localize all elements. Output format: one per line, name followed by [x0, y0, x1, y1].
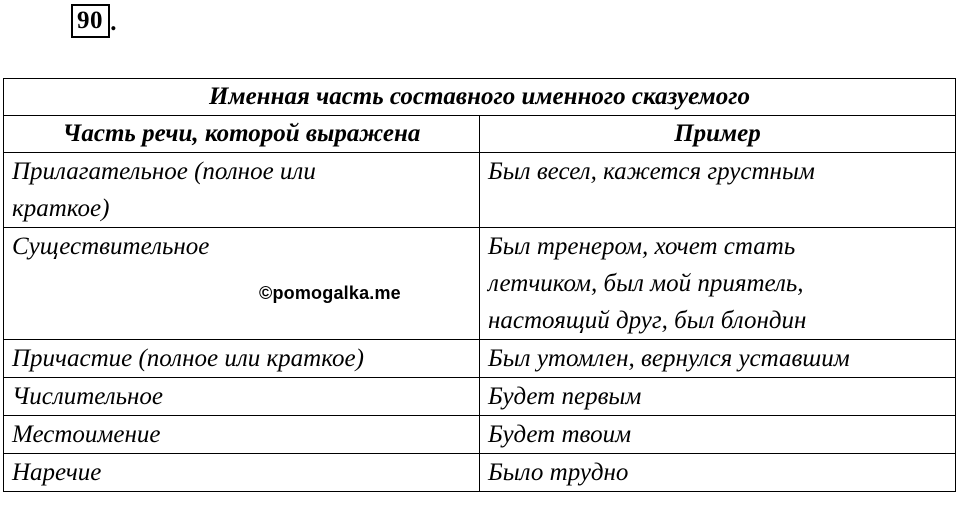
cell-line: Прилагательное (полное или: [12, 158, 316, 185]
cell-example: [480, 153, 956, 228]
cell-line: настоящий друг, был блондин: [488, 307, 807, 334]
cell-example: [480, 340, 956, 378]
table-row: [4, 153, 956, 228]
table-row: [4, 378, 956, 416]
cell-part-of-speech: [4, 153, 480, 228]
cell-line: Было трудно: [488, 459, 629, 486]
task-number-dot: .: [110, 9, 117, 36]
cell-part-of-speech: [4, 416, 480, 454]
cell-line: Был тренером, хочет стать: [488, 233, 796, 260]
cell-part-of-speech: [4, 454, 480, 492]
cell-part-of-speech: [4, 228, 480, 340]
task-number: 90: [77, 7, 103, 34]
cell-line: Существительное: [12, 233, 210, 260]
table-row: [4, 340, 956, 378]
cell-line: Числительное: [12, 383, 164, 410]
cell-example: [480, 416, 956, 454]
cell-example: [480, 454, 956, 492]
cell-line: Будет твоим: [488, 421, 632, 448]
header-example: Пример: [480, 116, 956, 153]
table-title-row: [4, 79, 956, 116]
cell-line: Причастие (полное или краткое): [12, 345, 364, 372]
table-row: [4, 416, 956, 454]
cell-line: Наречие: [12, 459, 102, 486]
cell-part-of-speech: [4, 378, 480, 416]
cell-part-of-speech: [4, 340, 480, 378]
cell-line: Будет первым: [488, 383, 642, 410]
cell-example: [480, 228, 956, 340]
table-title: Именная часть составного именного сказуемого: [4, 79, 956, 116]
table-row: [4, 454, 956, 492]
cell-line: Был утомлен, вернулся уставшим: [488, 345, 850, 372]
table-row: [4, 228, 956, 340]
cell-line: Был весел, кажется грустным: [488, 158, 815, 185]
cell-line: Местоимение: [12, 421, 161, 448]
task-number-box: [71, 4, 117, 38]
cell-line: краткое): [12, 195, 110, 222]
grammar-table: [3, 78, 956, 492]
header-part-of-speech: Часть речи, которой выражена: [4, 116, 480, 153]
cell-line: летчиком, был мой приятель,: [488, 270, 804, 297]
table-header-row: [4, 116, 956, 153]
watermark: ©pomogalka.me: [259, 283, 401, 303]
cell-example: [480, 378, 956, 416]
